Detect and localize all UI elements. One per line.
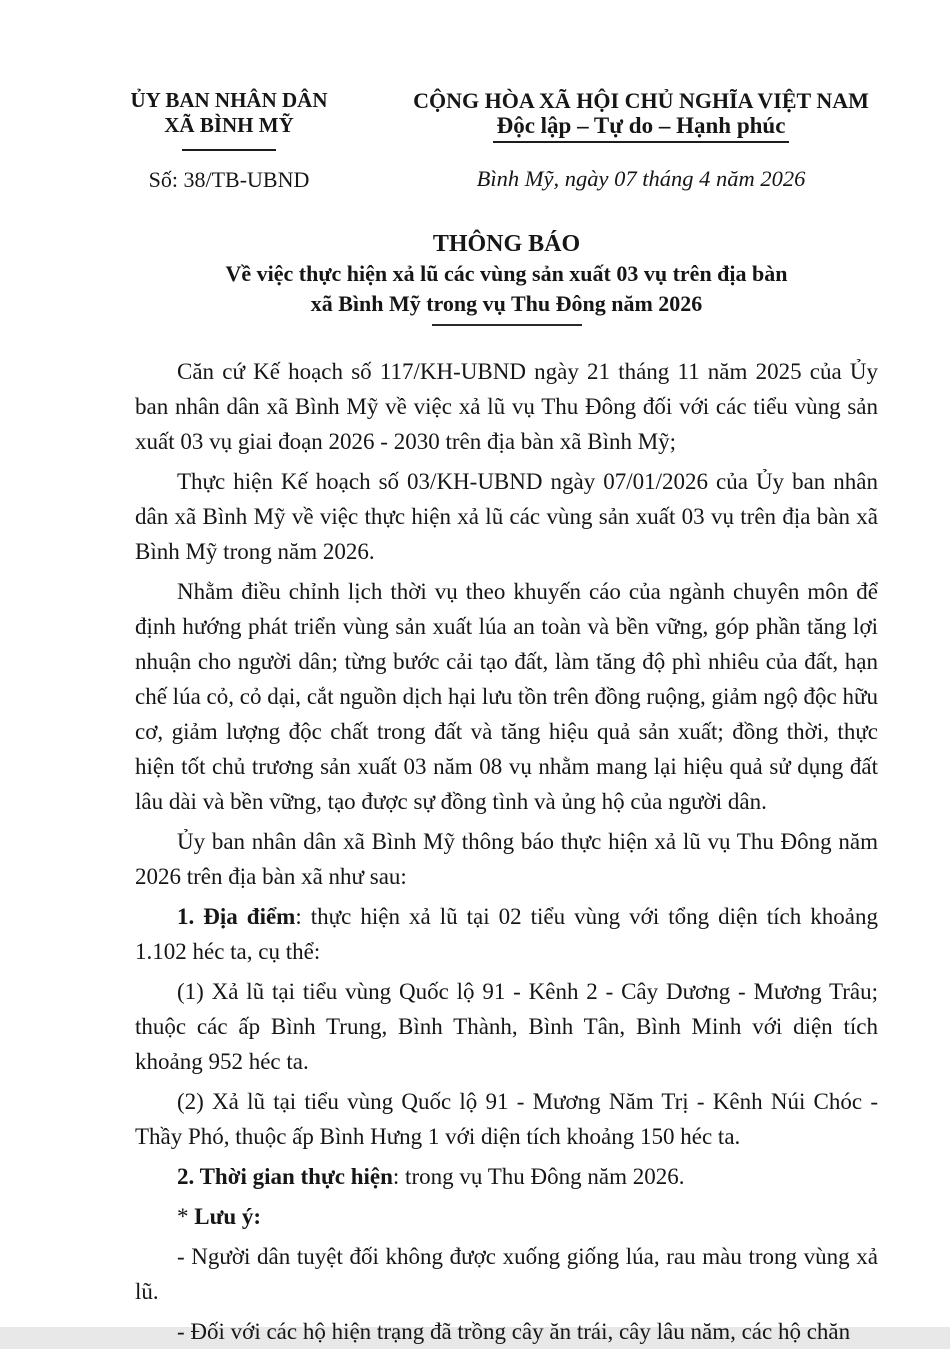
document-subtitle-line1: Về việc thực hiện xả lũ các vùng sản xuất 03 vụ trên địa bàn xyxy=(225,261,788,286)
paragraph-text: Căn cứ Kế hoạch số 117/KH-UBND ngày 21 tháng 11 năm 2025 của Ủy ban nhân dân xã Bình Mỹ về việc xả lũ vụ Thu Đông đối với các tiểu vùng sản xuất 03 vụ giai đoạn 2026 - 2030 trên địa bàn xã Bình Mỹ; xyxy=(135,359,878,454)
note-heading: Lưu ý: xyxy=(194,1204,262,1229)
document-body xyxy=(135,354,878,1349)
authority-name-line2: XÃ BÌNH MỸ xyxy=(164,113,294,137)
paragraph-subarea-2 xyxy=(135,1084,878,1154)
national-motto-line: Độc lập – Tự do – Hạnh phúc xyxy=(493,113,790,143)
paragraph-text: : thực hiện xả lũ tại 02 tiểu vùng với tổng diện tích khoảng 1.102 héc ta, cụ thể: xyxy=(135,904,878,964)
national-heading-block xyxy=(406,88,876,192)
paragraph-text: - Đối với các hộ hiện trạng đã trồng cây ăn trái, cây lâu năm, các hộ chăn xyxy=(177,1319,851,1344)
authority-name-line1: ỦY BAN NHÂN DÂN xyxy=(130,88,328,112)
authority-divider xyxy=(182,149,276,151)
paragraph-text: : trong vụ Thu Đông năm 2026. xyxy=(392,1164,685,1189)
note-asterisk: * xyxy=(177,1204,195,1229)
title-block xyxy=(135,231,878,326)
document-header xyxy=(0,0,950,193)
country-name-line: CỘNG HÒA XÃ HỘI CHỦ NGHĨA VIỆT NAM xyxy=(413,88,869,113)
paragraph-legal-basis-2 xyxy=(135,464,878,569)
paragraph-text: Ủy ban nhân dân xã Bình Mỹ thông báo thực hiện xả lũ vụ Thu Đông năm 2026 trên địa bàn xã như sau: xyxy=(135,829,878,889)
document-subtitle-line2: xã Bình Mỹ trong vụ Thu Đông năm 2026 xyxy=(310,291,703,316)
paragraph-text: - Người dân tuyệt đối không được xuống giống lúa, rau màu trong vùng xả lũ. xyxy=(135,1244,878,1304)
paragraph-text: (1) Xả lũ tại tiểu vùng Quốc lộ 91 - Kênh 2 - Cây Dương - Mương Trâu; thuộc các ấp Bình Trung, Bình Thành, Bình Tân, Bình Minh với diện tích khoảng 952 héc ta. xyxy=(135,979,878,1074)
place-and-date-line: Bình Mỹ, ngày 07 tháng 4 năm 2026 xyxy=(476,166,806,191)
paragraph-text: Thực hiện Kế hoạch số 03/KH-UBND ngày 07/01/2026 của Ủy ban nhân dân xã Bình Mỹ về việc thực hiện xả lũ các vùng sản xuất 03 vụ trên địa bàn xã Bình Mỹ trong năm 2026. xyxy=(135,469,878,564)
paragraph-subarea-1 xyxy=(135,974,878,1079)
paragraph-text: Nhằm điều chỉnh lịch thời vụ theo khuyến cáo của ngành chuyên môn để định hướng phát triển vùng sản xuất lúa an toàn và bền vững, góp phần tăng lợi nhuận cho người dân; từng bước cải tạo đất, làm tăng độ phì nhiêu của đất, hạn chế lúa cỏ, cỏ dại, cắt nguồn dịch hại lưu tồn trên đồng ruộng, giảm ngộ độc hữu cơ, giảm lượng độc chất trong đất và tăng hiệu quả sản xuất; đồng thời, thực hiện tốt chủ trương sản xuất 03 năm 08 vụ nhằm mang lại hiệu quả sử dụng đất lâu dài và bền vững, tạo được sự đồng tình và ủng hộ của người dân. xyxy=(135,579,878,814)
paragraph-text: (2) Xả lũ tại tiểu vùng Quốc lộ 91 - Mương Năm Trị - Kênh Núi Chóc - Thầy Phó, thuộc ấp Bình Hưng 1 với diện tích khoảng 150 héc ta. xyxy=(135,1089,878,1149)
paragraph-section-1-location xyxy=(135,899,878,969)
paragraph-note-item-2 xyxy=(135,1314,878,1349)
section-heading: 1. Địa điểm xyxy=(177,904,296,929)
paragraph-legal-basis-1 xyxy=(135,354,878,459)
paragraph-announcement-intro xyxy=(135,824,878,894)
document-title: THÔNG BÁO xyxy=(432,231,581,257)
paragraph-note-item-1 xyxy=(135,1239,878,1309)
document-number: Số: 38/TB-UBND xyxy=(148,167,310,192)
title-divider xyxy=(432,324,582,326)
issuing-authority-block xyxy=(84,88,374,193)
paragraph-note-heading xyxy=(135,1199,878,1234)
paragraph-purpose xyxy=(135,574,878,819)
section-heading: 2. Thời gian thực hiện xyxy=(177,1164,393,1189)
paragraph-section-2-time xyxy=(135,1159,878,1194)
